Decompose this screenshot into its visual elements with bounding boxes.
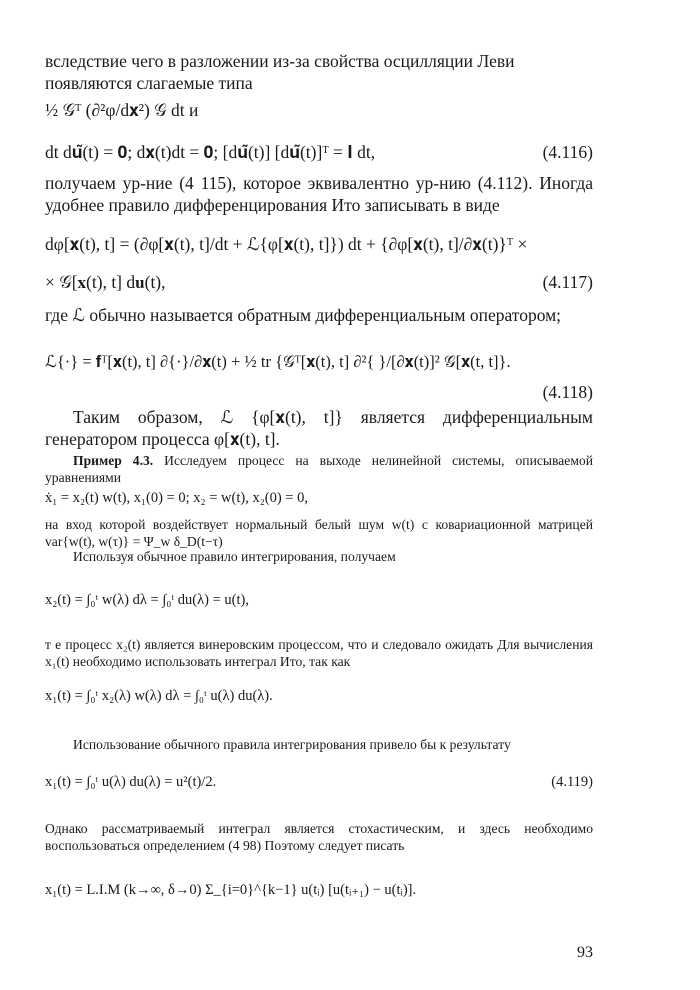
paragraph-usual-result: Использование обычного правила интегрирования привело бы к результату xyxy=(73,737,511,752)
equation-4-116 xyxy=(45,140,593,164)
equation-ito-term: ½ 𝒢ᵀ (∂²φ/d𝐱²) 𝒢 dt и xyxy=(45,100,199,120)
paragraph-ito-rule: получаем ур-ние (4 115), которое эквивалентно ур-нию (4.112). Иногда удобнее правило дифференцирования Ито записывать в виде xyxy=(45,173,593,215)
paragraph-generator: Таким образом, ℒ {φ[𝐱(t), t]} является дифференциальным генератором процесса φ[𝐱(t), t]. xyxy=(45,407,593,449)
equation-4-118-number: (4.118) xyxy=(542,382,593,402)
paragraph-backward-operator: где ℒ обычно называется обратным дифференциальным оператором; xyxy=(45,305,562,325)
equation-4-116-number: (4.116) xyxy=(542,142,593,162)
intro-line-2: появляются слагаемые типа xyxy=(45,73,253,93)
example-4-3 xyxy=(45,452,593,486)
paragraph-wiener: т е процесс x₂(t) является винеровским процессом, что и следовало ожидать Для вычисления x₁(t) необходимо использовать интеграл Ито, так как xyxy=(45,637,593,669)
equation-4-117-number: (4.117) xyxy=(542,272,593,292)
page-number: 93 xyxy=(577,944,593,961)
equation-4-117 xyxy=(45,270,593,294)
equation-4-119-number: (4.119) xyxy=(551,774,593,790)
equation-4-116-expr: dt d𝐮̃(t) = 𝟎; d𝐱(t)dt = 𝟎; [d𝐮̃(t)] [d𝐮̃(t)]ᵀ = 𝐈 dt, xyxy=(45,142,376,162)
intro-line-1: вследствие чего в разложении из-за свойства осцилляции Леви xyxy=(45,51,515,71)
equation-system: ẋ₁ = x₂(t) w(t), x₁(0) = 0; x₂ = w(t), x₂(0) = 0, xyxy=(45,490,308,506)
equation-x1-ito: x₁(t) = ∫₀ᵗ x₂(λ) w(λ) dλ = ∫₀ᵗ u(λ) du(λ). xyxy=(45,688,273,704)
equation-4-119-expr: x₁(t) = ∫₀ᵗ u(λ) du(λ) = u²(t)/2. xyxy=(45,774,217,790)
equation-4-118-expr: ℒ{·} = 𝐟ᵀ[𝐱(t), t] ∂{·}/∂𝐱(t) + ½ tr {𝒢ᵀ[𝐱(t), t] ∂²{ }/[∂𝐱(t)]² 𝒢[𝐱(t, t]}. xyxy=(45,352,511,371)
equation-4-119 xyxy=(45,772,593,792)
equation-4-117-line-2: × 𝒢[𝐱(t), t] d𝐮(t), xyxy=(45,272,166,292)
paragraph-usual-rule: Используя обычное правило интегрирования, получаем xyxy=(73,549,396,564)
example-text: Исследуем процесс на выходе нелинейной системы, описываемой уравнениями xyxy=(45,453,593,485)
equation-x2: x₂(t) = ∫₀ᵗ w(λ) dλ = ∫₀ᵗ du(λ) = u(t), xyxy=(45,592,249,608)
equation-4-117-line-1: dφ[𝐱(t), t] = (∂φ[𝐱(t), t]/dt + ℒ{φ[𝐱(t), t]}) dt + {∂φ[𝐱(t), t]/∂𝐱(t)}ᵀ × xyxy=(45,234,528,254)
paragraph-stochastic: Однако рассматриваемый интеграл является стохастическим, и здесь необходимо воспользоваться определением (4 98) Поэтому следует писать xyxy=(45,821,593,853)
equation-lim: x₁(t) = L.I.M (k→∞, δ→0) Σ_{i=0}^{k−1} u(tᵢ) [u(tᵢ₊₁) − u(tᵢ)]. xyxy=(45,882,417,898)
example-label: Пример 4.3. xyxy=(73,453,154,468)
paragraph-white-noise: на вход которой воздействует нормальный белый шум w(t) с ковариационной матрицей var{w(t), w(τ)} = Ψ_w δ_D(t−τ) xyxy=(45,517,593,549)
